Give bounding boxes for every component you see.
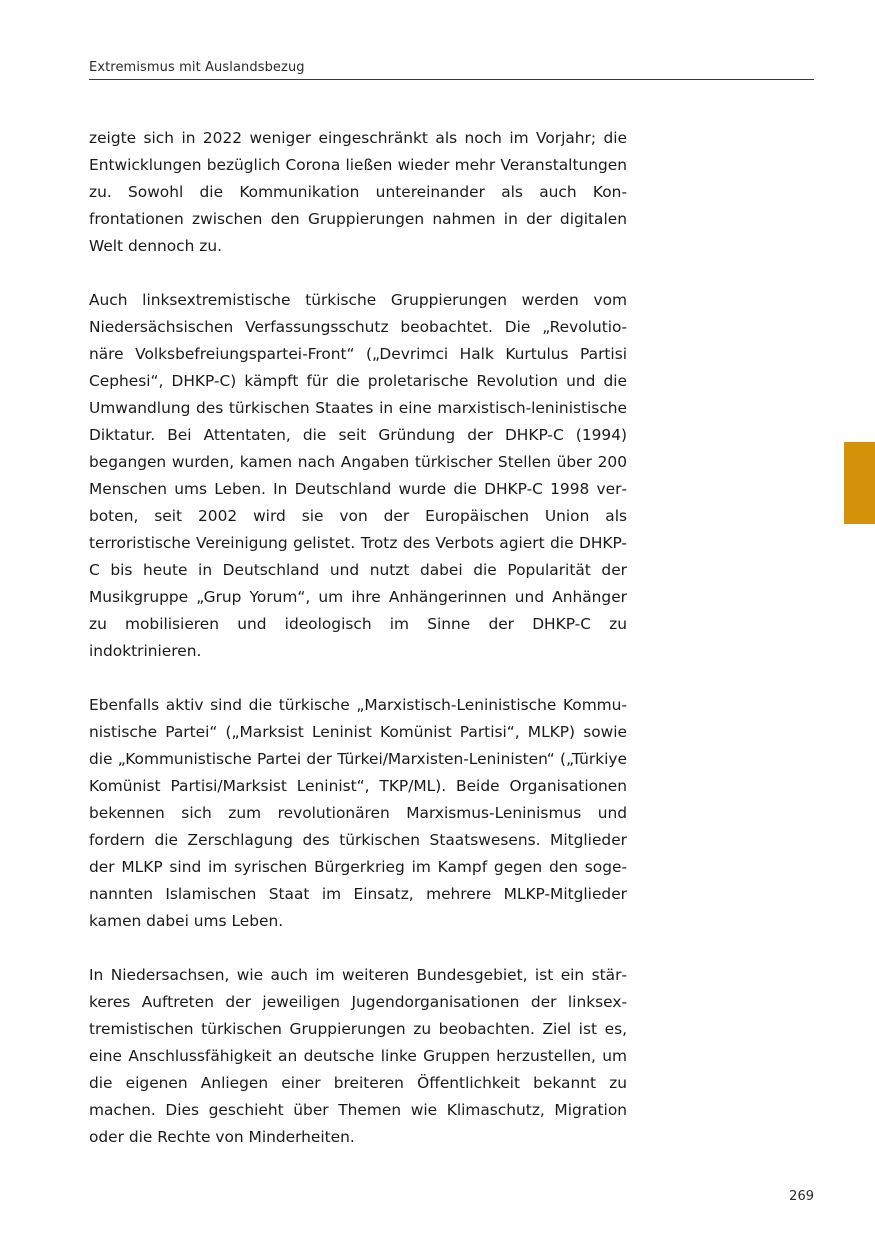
running-header-title: Extremismus mit Auslandsbezug [89,60,305,75]
page-number: 269 [789,1189,814,1204]
running-header [89,56,814,80]
chapter-tab-marker [844,442,875,524]
paragraph-3: Ebenfalls aktiv sind die türkische „Marxistisch-Leninistische Kommunistische Partei“ („Marksist Leninist Komünist Partisi“, MLKP) sowie die „Kommunistische Partei der Türkei/Marxisten-Leninisten“ („Türkiye Komünist Partisi/Marksist Leninist“, TKP/ML). Beide Organisationen bekennen sich zum revolutionären Marxismus-Leninismus und fordern die Zerschlagung des türkischen Staatswesens. Mitglieder der MLKP sind im syrischen Bürgerkrieg im Kampf gegen den sogenannten Islamischen Staat im Einsatz, mehrere MLKP-Mitglieder kamen dabei ums Leben. [89,696,627,930]
paragraph-1: zeigte sich in 2022 weniger eingeschränkt als noch im Vorjahr; die Entwicklungen bezüglich Corona ließen wieder mehr Veranstaltungen zu. Sowohl die Kommunikation untereinander als auch Konfrontationen zwischen den Gruppierungen nahmen in der digitalen Welt dennoch zu. [89,129,627,255]
paragraph-2: Auch linksextremistische türkische Gruppierungen werden vom Niedersächsischen Verfassungsschutz beobachtet. Die „Revolutionäre Volksbefreiungspartei-Front“ („Devrimci Halk Kurtulus Partisi Cephesi“, DHKP-C) kämpft für die proletarische Revolution und die Umwandlung des türkischen Staates in eine marxistisch-leninistische Diktatur. Bei Attentaten, die seit Gründung der DHKP-C (1994) begangen wurden, kamen nach Angaben türkischer Stellen über 200 Menschen ums Leben. In Deutschland wurde die DHKP-C 1998 verboten, seit 2002 wird sie von der Europäischen Union als terroristische Vereinigung gelistet. Trotz des Verbots agiert die DHKP-C bis heute in Deutschland und nutzt dabei die Popularität der Musikgruppe „Grup Yorum“, um ihre Anhängerinnen und Anhänger zu mobilisieren und ideologisch im Sinne der DHKP-C zu indoktrinieren. [89,291,627,660]
paragraph-4: In Niedersachsen, wie auch im weiteren Bundesgebiet, ist ein stärkeres Auftreten der jeweiligen Jugendorganisationen der linksextremistischen türkischen Gruppierungen zu beobachten. Ziel ist es, eine Anschlussfähigkeit an deutsche linke Gruppen herzustellen, um die eigenen Anliegen einer breiteren Öffentlichkeit bekannt zu machen. Dies geschieht über Themen wie Klimaschutz, Migration oder die Rechte von Minderheiten. [89,966,627,1146]
body-text [89,125,627,1178]
